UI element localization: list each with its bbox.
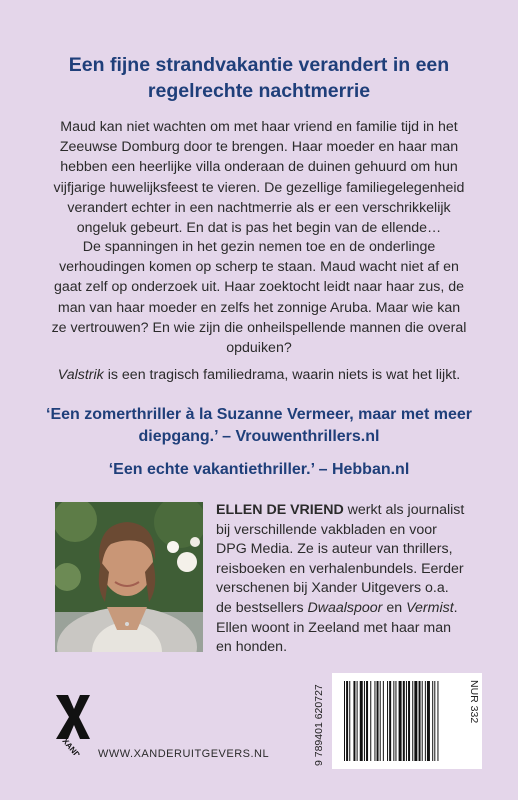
barcode-bar (422, 681, 423, 761)
barcode-bar (370, 681, 371, 761)
xander-logo (52, 693, 94, 760)
barcode-bar (349, 681, 350, 761)
barcode-bar (346, 681, 348, 761)
barcode-bar (360, 681, 363, 761)
barcode-bar (425, 681, 426, 761)
barcode-bar (408, 681, 410, 761)
barcode-bar (412, 681, 413, 761)
barcode-bar (357, 681, 358, 761)
barcode-bar (437, 681, 438, 761)
barcode-bar (374, 681, 375, 761)
barcode-bar (399, 681, 402, 761)
barcode-bar (353, 681, 355, 761)
paragraph-3-text: is een tragisch familiedrama, waarin niets is wat het lijkt. (103, 367, 461, 383)
author-name: ELLEN DE VRIEND (216, 502, 344, 518)
nur-code (468, 680, 482, 760)
bio-text-3: . Ellen woont in Zeeland met haar man en honden. (216, 599, 458, 656)
barcode-bar (389, 681, 391, 761)
description-paragraph-3 (50, 365, 468, 385)
barcode-bar (377, 681, 379, 761)
isbn-number (311, 678, 325, 766)
review-quote-1: ‘Een zomerthriller à la Suzanne Vermeer, maar met meer diepgang.’ – Vrouwenthrillers.nl (46, 406, 472, 445)
isbn-text: 9 789401 620727 (313, 684, 325, 766)
bio-book-2: Vermist (406, 599, 454, 616)
logo-text: XANDER (60, 736, 90, 755)
barcode (332, 673, 482, 769)
description-paragraph-2: De spanningen in het gezin nemen toe en de onderlinge verhoudingen komen op scherp te staan. Maud wacht niet af en gaat zelf op onderzoek uit. Haar zoektocht leidt naar haar zus, de man van haar moeder en zelfs het zonnige Aruba. Maar wie kan ze vertrouwen? En wie zijn die onheilspellende mannen die overal opduiken? (51, 239, 467, 357)
barcode-bar (432, 681, 433, 761)
author-bio (216, 501, 466, 658)
barcode-bar (414, 681, 417, 761)
bio-book-1: Dwaalspoor (307, 599, 383, 616)
barcode-bar (364, 681, 365, 761)
review-quote-2: ‘Een echte vakantiethriller.’ – Hebban.nl (108, 461, 410, 478)
description-paragraph-1: Maud kan niet wachten om met haar vriend en familie tijd in het Zeeuwse Domburg door te brengen. Haar moeder en haar man hebben een heerlijke villa onderaan de duinen gehuurd om hun vijfjarige huwelijksfeest te vieren. De gezellige familiegelegenheid verandert echter in een nachtmerrie als er een verschrikkelijk ongeluk gebeurt. En dat is pas het begin van de ellende… (53, 119, 465, 237)
barcode-bar (344, 681, 345, 761)
publisher-website[interactable]: WWW.XANDERUITGEVERS.NL (98, 748, 270, 760)
barcode-bar (406, 681, 407, 761)
barcode-bar (395, 681, 396, 761)
headline: Een fijne strandvakantie verandert in een regelrechte nachtmerrie (68, 54, 450, 102)
book-title: Valstrik (57, 367, 104, 383)
barcode-bar (387, 681, 388, 761)
nur-text: NUR 332 (468, 680, 480, 724)
bio-text-2: en (382, 599, 407, 616)
bio-text-1: werkt als journalist bij verschillende vakbladen en voor DPG Media. Ze is auteur van thrillers, reisboeken en verhalenbundels. Eerder verschenen bij Xander Uitgevers o.a. de bestsellers (216, 502, 465, 616)
barcode-bar (380, 681, 381, 761)
barcode-bar (419, 681, 421, 761)
barcode-bar (434, 681, 435, 761)
barcode-bar (427, 681, 430, 761)
barcode-bar (366, 681, 368, 761)
barcode-bar (383, 681, 384, 761)
barcode-bar (403, 681, 405, 761)
barcode-bar (393, 681, 394, 761)
author-photo (55, 502, 203, 652)
